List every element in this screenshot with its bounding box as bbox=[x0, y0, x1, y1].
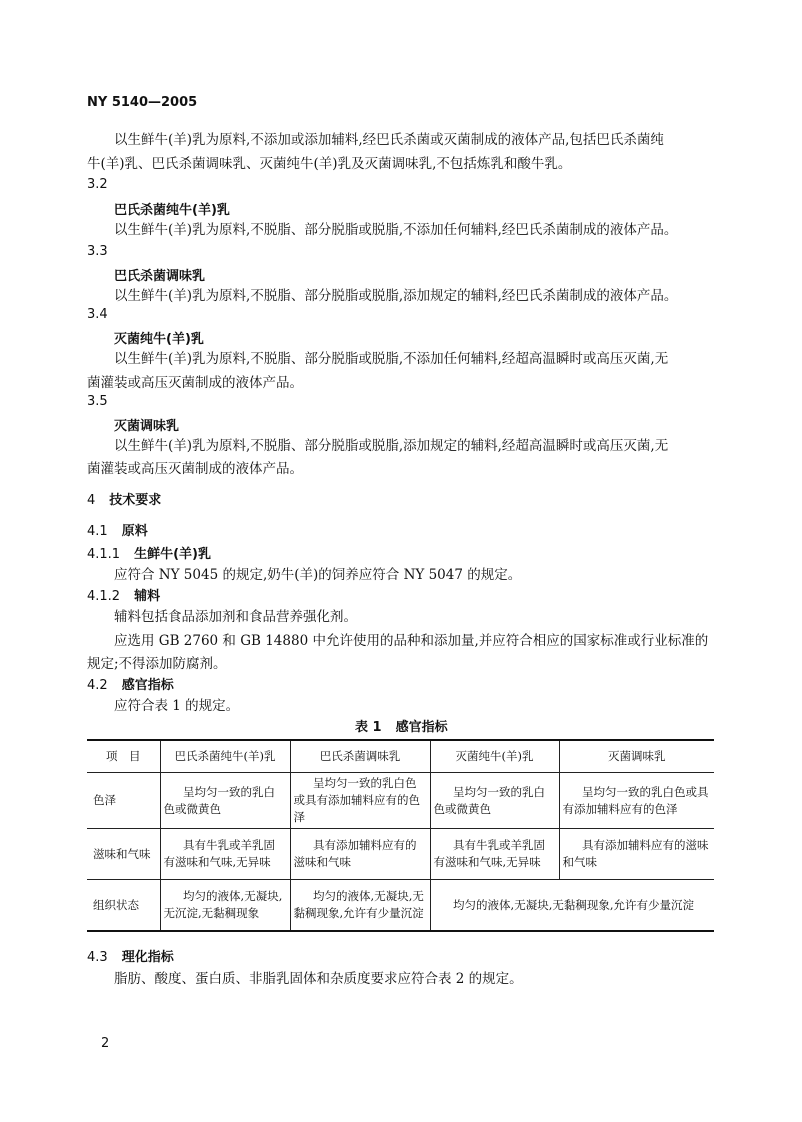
paragraph-line: 应选用 GB 2760 和 GB 14880 中允许使用的品种和添加量,并应符合相应的国家标准或行业标准的 bbox=[114, 633, 709, 649]
section-heading bbox=[87, 489, 161, 508]
clause-number: 3.5 bbox=[87, 394, 108, 409]
table-cell: 具有添加辅料应有的滋味和气味 bbox=[559, 829, 714, 880]
paragraph-line: 规定;不得添加防腐剂。 bbox=[87, 656, 227, 672]
clause-heading bbox=[87, 946, 174, 965]
clause-number: 4.1 bbox=[87, 524, 108, 539]
clause-heading bbox=[87, 543, 211, 562]
table-header-cell: 灭菌调味乳 bbox=[559, 740, 714, 773]
section-title: 技术要求 bbox=[109, 493, 162, 508]
table-cell: 具有添加辅料应有的滋味和气味 bbox=[290, 829, 430, 880]
clause-title: 生鲜牛(羊)乳 bbox=[134, 547, 211, 562]
paragraph-line: 应符合 NY 5045 的规定,奶牛(羊)的饲养应符合 NY 5047 的规定。 bbox=[114, 567, 522, 583]
row-label-cell: 组织状态 bbox=[87, 880, 160, 932]
table-cell: 均匀的液体,无凝块,无黏稠现象,允许有少量沉淀 bbox=[290, 880, 430, 932]
clause-number: 3.2 bbox=[87, 177, 108, 192]
table-cell: 呈均匀一致的乳白色或微黄色 bbox=[430, 773, 559, 829]
clause-number: 3.3 bbox=[87, 244, 108, 259]
term-heading: 巴氏杀菌纯牛(羊)乳 bbox=[114, 203, 230, 218]
clause-number: 3.4 bbox=[87, 307, 108, 322]
table-caption-title: 感官指标 bbox=[395, 720, 448, 735]
table-cell: 呈均匀一致的乳白色或具有添加辅料应有的色泽 bbox=[290, 773, 430, 829]
clause-title: 辅料 bbox=[134, 589, 161, 604]
term-heading: 灭菌纯牛(羊)乳 bbox=[114, 332, 204, 347]
standard-code: NY 5140—2005 bbox=[87, 95, 198, 110]
row-label-cell: 色泽 bbox=[87, 773, 160, 829]
table-header-cell: 灭菌纯牛(羊)乳 bbox=[430, 740, 559, 773]
paragraph-line: 应符合表 1 的规定。 bbox=[114, 698, 240, 714]
row-label-cell: 滋味和气味 bbox=[87, 829, 160, 880]
clause-heading bbox=[87, 585, 160, 604]
table-row bbox=[87, 773, 714, 829]
clause-number: 4.1.2 bbox=[87, 589, 121, 604]
table-header-cell: 项 目 bbox=[87, 740, 160, 773]
clause-title: 感官指标 bbox=[121, 678, 174, 693]
paragraph-line: 菌灌装或高压灭菌制成的液体产品。 bbox=[87, 375, 303, 391]
clause-number: 4.2 bbox=[87, 678, 108, 693]
clause-title: 理化指标 bbox=[121, 950, 174, 965]
table-cell: 呈均匀一致的乳白色或具有添加辅料应有的色泽 bbox=[559, 773, 714, 829]
clause-title: 原料 bbox=[121, 524, 148, 539]
table-cell: 均匀的液体,无凝块,无沉淀,无黏稠现象 bbox=[160, 880, 290, 932]
section-number: 4 bbox=[87, 493, 96, 508]
table-cell: 具有牛乳或羊乳固有滋味和气味,无异味 bbox=[160, 829, 290, 880]
paragraph-line: 以生鲜牛(羊)乳为原料,不脱脂、部分脱脂或脱脂,添加规定的辅料,经巴氏杀菌制成的液体产品。 bbox=[114, 288, 678, 304]
table-cell: 呈均匀一致的乳白色或微黄色 bbox=[160, 773, 290, 829]
clause-number: 4.1.1 bbox=[87, 547, 121, 562]
table-cell: 具有牛乳或羊乳固有滋味和气味,无异味 bbox=[430, 829, 559, 880]
clause-heading bbox=[87, 674, 174, 693]
table-row bbox=[87, 880, 714, 932]
table-header-cell: 巴氏杀菌调味乳 bbox=[290, 740, 430, 773]
table-header-cell: 巴氏杀菌纯牛(羊)乳 bbox=[160, 740, 290, 773]
table-caption bbox=[355, 716, 448, 735]
table-caption-number: 表 1 bbox=[355, 720, 382, 735]
table-merged-cell: 均匀的液体,无凝块,无黏稠现象,允许有少量沉淀 bbox=[430, 880, 714, 932]
paragraph-line: 辅料包括食品添加剂和食品营养强化剂。 bbox=[114, 609, 357, 625]
page-number: 2 bbox=[101, 1036, 110, 1051]
paragraph-line: 以生鲜牛(羊)乳为原料,不添加或添加辅料,经巴氏杀菌或灭菌制成的液体产品,包括巴氏杀菌纯 bbox=[114, 132, 664, 148]
term-heading: 巴氏杀菌调味乳 bbox=[114, 269, 206, 284]
paragraph-line: 以生鲜牛(羊)乳为原料,不脱脂、部分脱脂或脱脂,添加规定的辅料,经超高温瞬时或高压灭菌,无 bbox=[114, 438, 669, 454]
paragraph-line: 以生鲜牛(羊)乳为原料,不脱脂、部分脱脂或脱脂,不添加任何辅料,经超高温瞬时或高压灭菌,无 bbox=[114, 351, 669, 367]
clause-number: 4.3 bbox=[87, 950, 108, 965]
paragraph-line: 以生鲜牛(羊)乳为原料,不脱脂、部分脱脂或脱脂,不添加任何辅料,经巴氏杀菌制成的液体产品。 bbox=[114, 222, 678, 238]
sensory-table bbox=[87, 739, 714, 932]
table-row bbox=[87, 829, 714, 880]
clause-heading bbox=[87, 520, 148, 539]
term-heading: 灭菌调味乳 bbox=[114, 419, 180, 434]
paragraph-line: 脂肪、酸度、蛋白质、非脂乳固体和杂质度要求应符合表 2 的规定。 bbox=[114, 971, 523, 987]
paragraph-line: 牛(羊)乳、巴氏杀菌调味乳、灭菌纯牛(羊)乳及灭菌调味乳,不包括炼乳和酸牛乳。 bbox=[87, 156, 572, 172]
table-header-row bbox=[87, 740, 714, 773]
paragraph-line: 菌灌装或高压灭菌制成的液体产品。 bbox=[87, 461, 303, 477]
